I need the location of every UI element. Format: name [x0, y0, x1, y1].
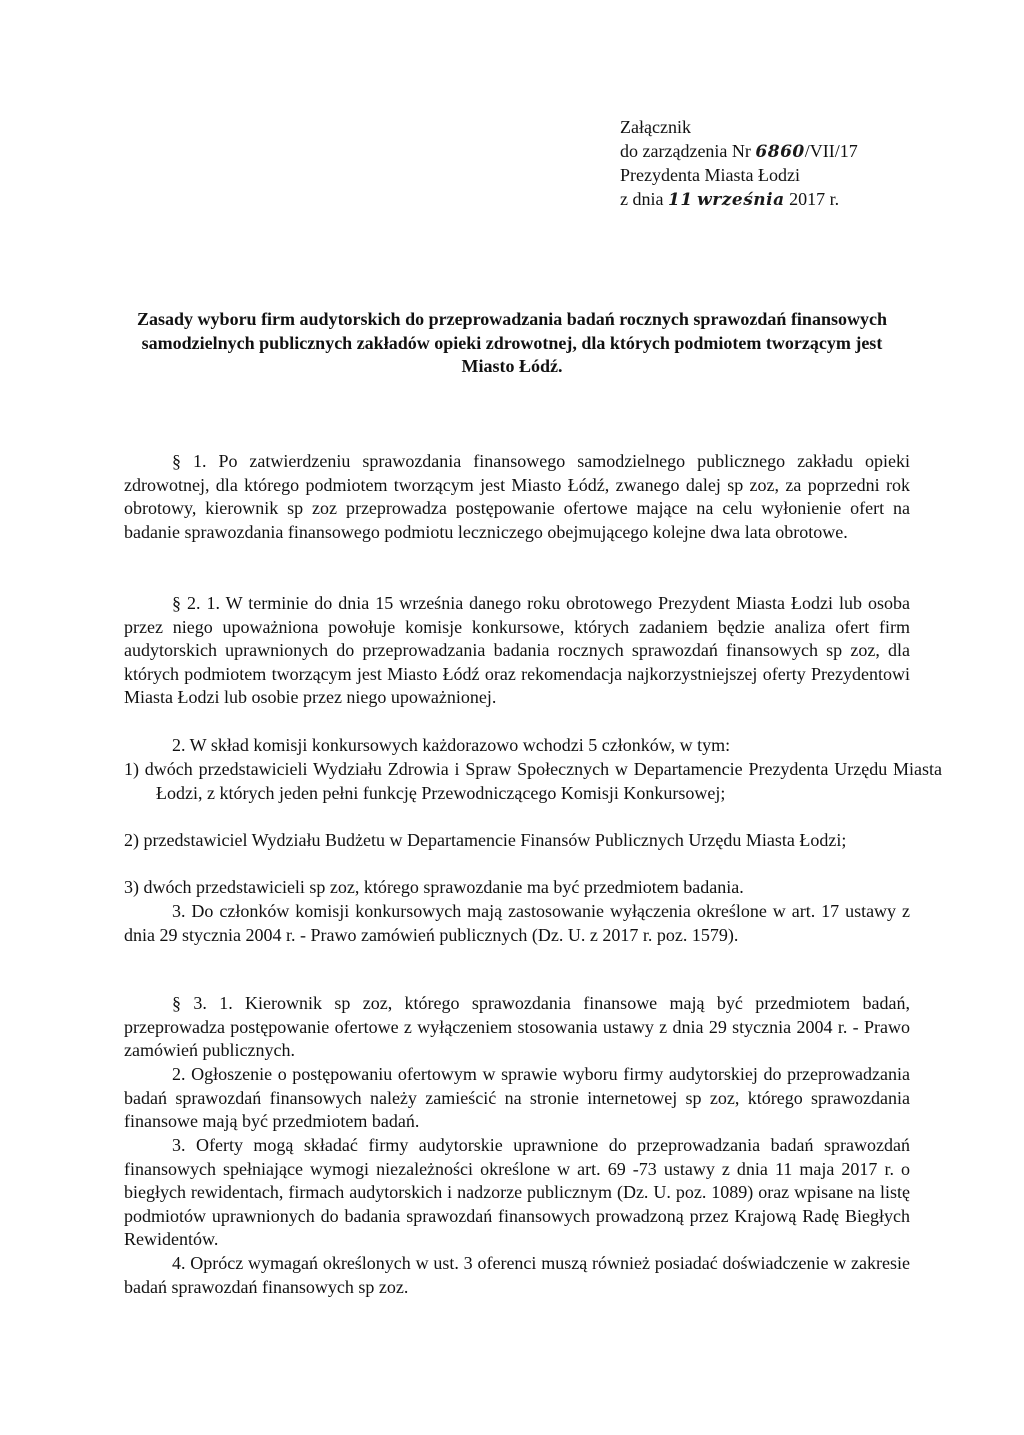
date-prefix: z dnia — [620, 188, 664, 209]
handwritten-month: września — [697, 189, 785, 210]
ordinance-suffix: /VII/17 — [804, 140, 858, 161]
section-3-paragraph-2: 2. Ogłoszenie o postępowaniu ofertowym w sprawie wyboru firmy audytorskiej do przeprowadzania badań sprawozdań finansowych należy zamieścić na stronie internetowej sp zoz, którego sprawozdania finansowe mają być przedmiotem badań. — [124, 1064, 910, 1132]
attachment-date-line — [620, 188, 858, 213]
handwritten-day: 11 — [667, 189, 693, 210]
section-2-paragraph-3: 3. Do członków komisji konkursowych mają zastosowanie wyłączenia określone w art. 17 ustawy z dnia 29 stycznia 2004 r. - Prawo zamówień publicznych (Dz. U. z 2017 r. poz. 1579). — [124, 901, 910, 945]
document-title: Zasady wyboru firm audytorskich do przeprowadzania badań rocznych sprawozdań finansowych samodzielnych publicznych zakładów opieki zdrowotnej, dla których podmiotem tworzącym jest Miasto Łódź. — [137, 309, 887, 376]
section-2-item-2: 2) przedstawiciel Wydziału Budżetu w Departamencie Finansów Publicznych Urzędu Miasta Łodzi; — [124, 830, 847, 850]
section-1-paragraph: § 1. Po zatwierdzeniu sprawozdania finansowego samodzielnego publicznego zakładu opieki zdrowotnej, dla którego podmiotem tworzącym jest Miasto Łódź, zwanego dalej sp zoz, za poprzedni rok obrotowy, kierownik sp zoz przeprowadza postępowanie ofertowe mające na celu wyłonienie ofert na badanie sprawozdania finansowego podmiotu leczniczego obejmującego kolejne dwa lata obrotowe. — [124, 451, 910, 542]
section-2-paragraph-2: 2. W skład komisji konkursowych każdorazowo wchodzi 5 członków, w tym: — [172, 735, 731, 755]
ordinance-prefix: do zarządzenia Nr — [620, 140, 751, 161]
section-2-paragraph-1: § 2. 1. W terminie do dnia 15 września danego roku obrotowego Prezydent Miasta Łodzi lub osoba przez niego upoważniona powołuje komisje konkursowe, których zadaniem będzie analiza ofert firm audytorskich uprawnionych do przeprowadzania badania rocznych sprawozdań finansowych sp zoz, dla których podmiotem tworzącym jest Miasto Łódź oraz rekomendacja najkorzystniejszej oferty Prezydentowi Miasta Łodzi lub osobie przez niego upoważnionej. — [124, 593, 910, 708]
handwritten-ordinance-number: 6860 — [755, 141, 805, 162]
section-3-paragraph-1: § 3. 1. Kierownik sp zoz, którego sprawozdania finansowe mają być przedmiotem badań, przeprowadza postępowanie ofertowe z wyłączeniem stosowania ustawy z dnia 29 stycznia 2004 r. - Prawo zamówień publicznych. — [124, 993, 910, 1061]
section-3-paragraph-3: 3. Oferty mogą składać firmy audytorskie uprawnione do przeprowadzania badań sprawozdań finansowych spełniające wymogi niezależności określone w art. 69 -73 ustawy z dnia 11 maja 2017 r. o biegłych rewidentach, firmach audytorskich i nadzorze publicznym (Dz. U. poz. 1089) oraz wpisane na listę podmiotów uprawnionych do badania sprawozdań finansowych prowadzoną przez Krajową Radę Biegłych Rewidentów. — [124, 1135, 910, 1250]
attachment-issuer: Prezydenta Miasta Łodzi — [620, 165, 800, 185]
attachment-ordinance-line — [620, 140, 858, 165]
date-year: 2017 r. — [789, 188, 840, 209]
section-2-item-1: 1) dwóch przedstawicieli Wydziału Zdrowia i Spraw Społecznych w Departamencie Prezydenta Urzędu Miasta Łodzi, z których jeden pełni funkcję Przewodniczącego Komisji Konkursowej; — [124, 759, 942, 803]
attachment-header — [620, 116, 858, 212]
section-3-paragraph-4: 4. Oprócz wymagań określonych w ust. 3 oferenci muszą również posiadać doświadczenie w zakresie badań sprawozdań finansowych sp zoz. — [124, 1253, 910, 1297]
section-2-item-3: 3) dwóch przedstawicieli sp zoz, którego sprawozdanie ma być przedmiotem badania. — [124, 877, 744, 897]
attachment-label: Załącznik — [620, 117, 691, 137]
